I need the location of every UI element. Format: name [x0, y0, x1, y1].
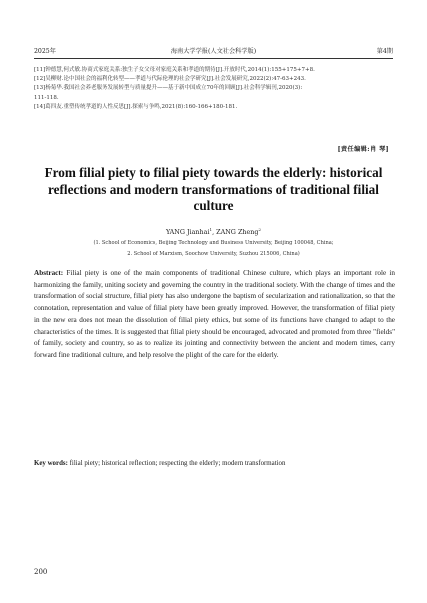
reference-item	[34, 103, 396, 112]
reference-number: [11]	[34, 67, 46, 73]
keywords-label: Key words:	[34, 460, 68, 467]
reference-item	[34, 66, 396, 75]
keywords	[34, 460, 395, 467]
author-affiliation-mark: 2	[258, 226, 262, 232]
reference-text: 杨菊华.我国社会养老服务发展转型与质量提升——基于新中国成立70年的回顾[J].社会科学辑刊,2020(3):	[45, 85, 303, 92]
reference-item	[34, 84, 396, 93]
reference-continuation	[34, 94, 396, 103]
page-number: 200	[34, 568, 48, 576]
author-name: ZANG Zheng	[216, 228, 259, 236]
header-year: 2025年	[34, 48, 56, 55]
abstract-label: Abstract:	[34, 269, 64, 277]
reference-text: 钟德慧,何式敏.协商式家庭关系:独生子女父母对家庭关系和孝道的期待[J].开放时代,2014(1):155+175+7+8.	[45, 67, 315, 73]
header-issue: 第4期	[376, 48, 393, 55]
reference-text: 吴柳财.论中国社会的福利化转型——孝道与代际伦理的社会学研究[J].社会发展研究,2022(2):47-63+243.	[45, 76, 306, 83]
reference-number: [13]	[34, 85, 46, 92]
abstract	[34, 268, 395, 362]
responsible-editor: [责任编辑:肖 琴]	[337, 146, 389, 153]
abstract-text: Filial piety is one of the main components of traditional Chinese culture, which plays an important role in harmonizing the family, uniting society and governing the country in the traditional society. With the change of times and the transformation of social structure, filial piety has also undergone the baptism of secularization and rationalization, so that the connotation, representation and value of filial piety have been greatly improved. However, the transformation of filial piety in the new era does not mean the dissolution of filial piety ethics, but some of its functions have changed to adapt to the characteristics of the times. It is suggested that filial piety should be encouraged, advocated and promoted from three "fields" of family, society and country, so as to realize its jointing and connectivity between the ancient and modern times, carry forward fine traditional culture, and help resolve the plight of the care for the elderly.	[34, 269, 396, 359]
reference-number: [14]	[34, 103, 46, 110]
author-name: YANG Jianhai	[165, 228, 210, 236]
author-line	[0, 228, 427, 236]
header-rule	[34, 58, 393, 59]
affiliation: 2. School of Marxism, Soochow University, Suzhou 215006, China)	[127, 251, 300, 257]
keywords-text: filial piety; historical reflection; respecting the elderly; modern transformation	[69, 460, 286, 467]
affiliation: (1. School of Economics, Beijing Technology and Business University, Beijing 100048, China;	[93, 240, 334, 246]
header-journal: 海南大学学报(人文社会科学版)	[170, 48, 257, 55]
reference-text: 葛四友.重塑传统孝道的人性反思[J].探索与争鸣,2021(8):160-166+180-181.	[45, 103, 238, 110]
author-affiliation-mark: 1	[209, 226, 213, 232]
reference-list	[34, 66, 396, 112]
reference-item	[34, 75, 396, 84]
reference-text: 111-118.	[34, 94, 59, 101]
author-separator: ,	[212, 228, 217, 236]
reference-number: [12]	[34, 76, 46, 83]
article-title: From filial piety to filial piety towards the elderly: historical reflections and modern transformations of traditional filial culture	[44, 165, 383, 213]
running-header	[34, 46, 393, 58]
